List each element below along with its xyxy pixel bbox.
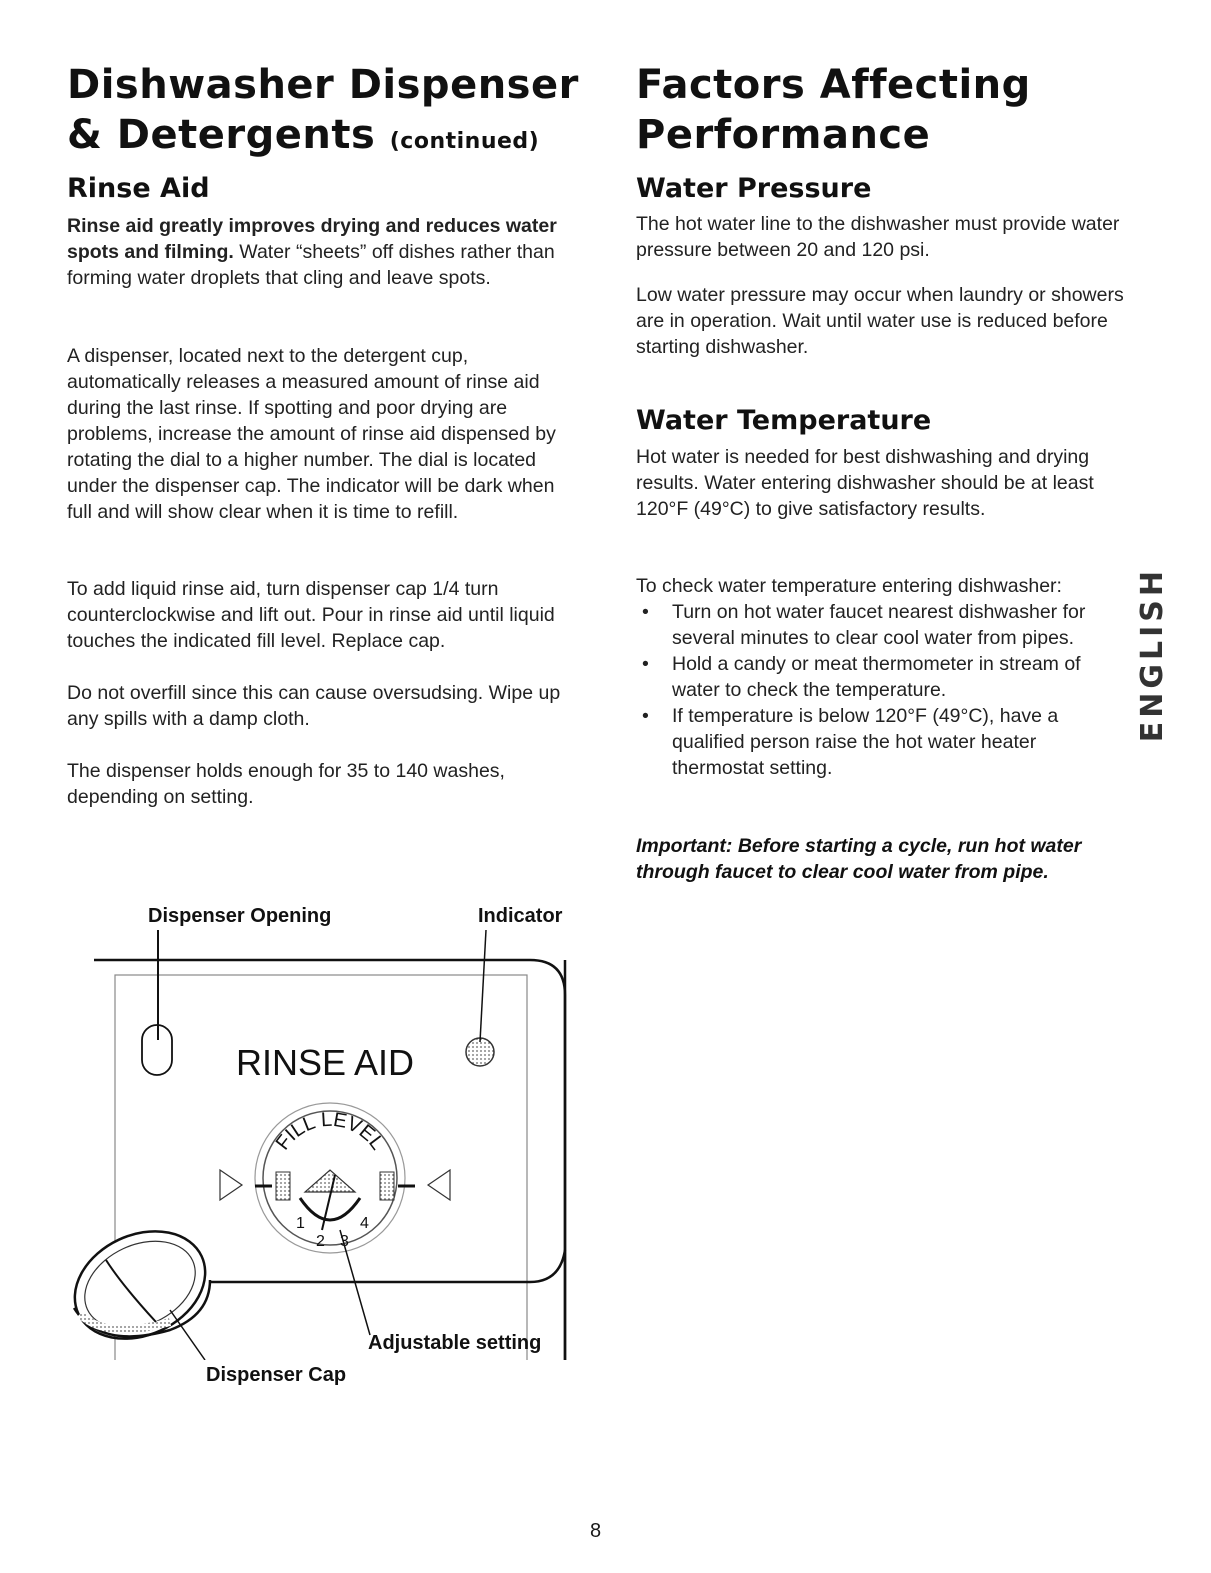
rinse-aid-overfill-para: Do not overfill since this can cause oversudsing. Wipe up any spills with a damp cloth. (67, 682, 561, 730)
right-title-line-2: Performance (636, 112, 931, 158)
fill-arrow-right (428, 1170, 450, 1200)
leader-indicator (480, 930, 486, 1042)
water-temperature-heading: Water Temperature (636, 405, 932, 436)
list-item: • Turn on hot water faucet nearest dishwasher for several minutes to clear cool water from pipes. (636, 599, 1116, 651)
fill-mark-right (380, 1172, 394, 1200)
title-line-2-main: & Detergents (67, 112, 376, 158)
title-line-2 (67, 110, 587, 167)
right-title (636, 60, 1156, 160)
panel-text: RINSE AID (235, 1042, 415, 1083)
rinse-aid-add-para: To add liquid rinse aid, turn dispenser cap 1/4 turn counterclockwise and lift out. Pour in rinse aid until liquid touches the indicated fill level. Replace cap. (67, 578, 555, 652)
fill-arrow-left (220, 1170, 242, 1200)
dial-number-1: 1 (296, 1215, 305, 1232)
temperature-check-list (636, 599, 1116, 781)
list-item: • If temperature is below 120°F (49°C), have a qualified person raise the hot water heater thermostat setting. (636, 703, 1116, 781)
water-pressure-para-2: Low water pressure may occur when laundry or showers are in operation. Wait until water use is reduced before starting dishwasher. (636, 284, 1124, 358)
indicator-dot (466, 1038, 494, 1066)
rinse-aid-intro-rest: Water “sheets” off dishes rather than forming water droplets that cling and leave spots. (67, 241, 555, 289)
language-side-tab: ENGLISH (1135, 567, 1170, 743)
important-note: Important: Before starting a cycle, run hot water through faucet to clear cool water from pipe. (636, 835, 1082, 883)
dial-number-3: 3 (340, 1233, 349, 1250)
panel-bottom-edge (210, 1250, 565, 1282)
rinse-aid-intro-bold: Rinse aid greatly improves drying and reduces water spots and filming. (67, 215, 557, 263)
label-dispenser-opening: Dispenser Opening (148, 905, 332, 927)
page-number: 8 (590, 1520, 602, 1542)
label-adjustable-setting: Adjustable setting (368, 1332, 542, 1354)
right-title-line-1: Factors Affecting (636, 62, 1031, 108)
rinse-aid-heading: Rinse Aid (67, 173, 210, 204)
title-suffix: (continued) (389, 129, 540, 154)
dial-text: FILL LEVEL (271, 1108, 389, 1155)
rinse-aid-dispenser-para: A dispenser, located next to the detergent cup, automatically releases a measured amount of rinse aid during the last rinse. If spotting and poor drying are problems, increase the amount of rinse aid dispensed by rotating the dial to a higher number. The dial is located under the dispenser cap. The indicator will be dark when full and will show clear when it is time to refill. (67, 345, 556, 523)
water-pressure-heading: Water Pressure (636, 173, 872, 204)
water-pressure-para-1: The hot water line to the dishwasher must provide water pressure between 20 and 120 psi. (636, 213, 1120, 261)
dial-number-4: 4 (360, 1215, 369, 1232)
dispenser-cap-shape (60, 1211, 223, 1359)
title-line-1: Dishwasher Dispenser (67, 62, 579, 108)
water-temperature-intro: To check water temperature entering dishwasher: (636, 575, 1062, 597)
label-indicator: Indicator (478, 905, 563, 927)
rinse-aid-intro (67, 213, 567, 291)
rinse-aid-capacity-para: The dispenser holds enough for 35 to 140 washes, depending on setting. (67, 760, 505, 808)
water-temperature-para: Hot water is needed for best dishwashing and drying results. Water entering dishwasher should be at least 120°F (49°C) to give satisfactory results. (636, 446, 1094, 520)
leader-cap (170, 1310, 205, 1360)
dial-number-2: 2 (316, 1233, 325, 1250)
fill-mark-left (276, 1172, 290, 1200)
list-item: • Hold a candy or meat thermometer in stream of water to check the temperature. (636, 651, 1116, 703)
label-dispenser-cap: Dispenser Cap (206, 1364, 347, 1386)
rinse-aid-diagram (60, 930, 580, 1360)
left-title (67, 60, 587, 167)
